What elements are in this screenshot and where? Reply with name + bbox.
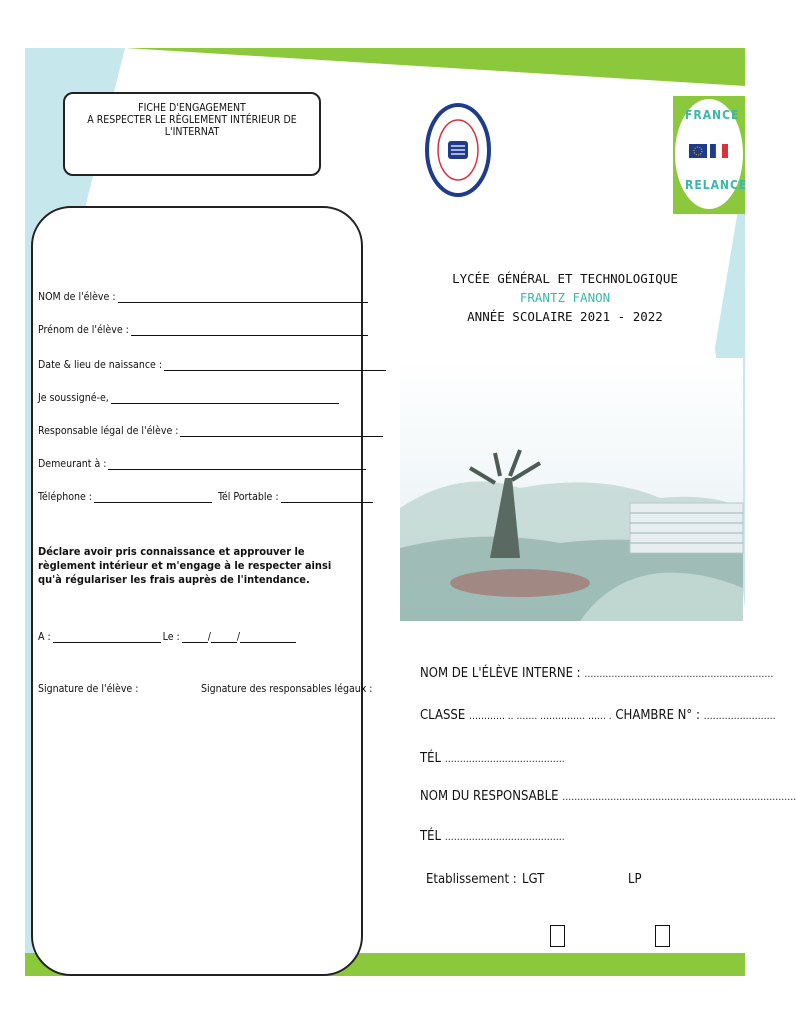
classe-label: CLASSE xyxy=(420,708,466,723)
tel1-dots[interactable]: …………………………………. xyxy=(444,754,565,765)
field-le-label: Le : xyxy=(162,631,180,643)
field-a-line[interactable] xyxy=(53,632,161,643)
field-soussigne-label: Je soussigné-e, xyxy=(38,392,109,404)
tel1-label: TÉL xyxy=(420,751,442,766)
field-telephone-label: Téléphone : xyxy=(38,491,92,503)
classe-dots[interactable]: ………… .. ……. …………… …… . xyxy=(468,711,612,722)
field-date-lieu[interactable] xyxy=(38,359,386,371)
field-day-line[interactable] xyxy=(182,632,208,643)
tel2-label: TÉL xyxy=(420,829,442,844)
school-photo xyxy=(400,358,743,621)
nom-interne-label: NOM DE L'ÉLÈVE INTERNE : xyxy=(420,666,581,681)
field-tel-portable-label: Tél Portable : xyxy=(218,491,279,503)
row-classe[interactable] xyxy=(420,708,776,723)
field-demeurant-line[interactable] xyxy=(108,459,366,470)
date-sep-1: / xyxy=(207,631,211,643)
school-line3: ANNÉE SCOLAIRE 2021 - 2022 xyxy=(467,309,663,324)
school-line2: FRANTZ FANON xyxy=(519,290,611,305)
lgt-checkbox[interactable] xyxy=(550,925,565,947)
title-line2: A RESPECTER LE RÈGLEMENT INTÉRIEUR DE L'INTERNAT xyxy=(87,114,297,138)
chambre-dots[interactable]: …………………… xyxy=(703,711,776,722)
field-lieu-date[interactable] xyxy=(38,631,296,643)
france-relance-bottom: RELANCE xyxy=(685,178,748,192)
field-a-label: A : xyxy=(38,631,51,643)
title-line1: FICHE D'ENGAGEMENT xyxy=(138,102,246,114)
tel2-dots[interactable]: …………………………………. xyxy=(444,832,565,843)
field-date-lieu-line[interactable] xyxy=(164,360,386,371)
school-name-block xyxy=(415,269,715,326)
field-prenom-label: Prénom de l'élève : xyxy=(38,324,129,336)
field-responsable-line[interactable] xyxy=(180,426,383,437)
field-prenom-line[interactable] xyxy=(131,325,368,336)
row-nom-resp[interactable] xyxy=(420,789,796,804)
academy-seal-logo xyxy=(425,103,491,198)
field-soussigne-line[interactable] xyxy=(111,393,339,404)
row-nom-interne[interactable] xyxy=(420,666,773,681)
lp-label: LP xyxy=(628,872,642,887)
declaration-text: Déclare avoir pris connaissance et approuver le règlement intérieur et m'engage à le respecter ainsi qu'à régulariser les frais auprès de l'intendance. xyxy=(38,545,332,586)
field-tel-portable-line[interactable] xyxy=(281,492,373,503)
form-box xyxy=(31,206,363,976)
nom-interne-dots[interactable]: ……………………………………………………… xyxy=(584,669,774,680)
nom-resp-dots[interactable]: …………………………………………………………………… xyxy=(562,792,796,803)
field-demeurant-label: Demeurant à : xyxy=(38,458,107,470)
chambre-label: CHAMBRE N° : xyxy=(615,708,700,723)
lp-checkbox[interactable] xyxy=(655,925,670,947)
field-date-lieu-label: Date & lieu de naissance : xyxy=(38,359,163,371)
field-month-line[interactable] xyxy=(211,632,237,643)
row-tel1[interactable] xyxy=(420,751,565,766)
date-sep-2: / xyxy=(236,631,241,643)
field-nom[interactable] xyxy=(38,291,368,303)
field-demeurant[interactable] xyxy=(38,458,366,470)
lgt-label: LGT xyxy=(522,872,545,887)
field-year-line[interactable] xyxy=(240,632,296,643)
school-line1: LYCÉE GÉNÉRAL ET TECHNOLOGIQUE xyxy=(452,271,678,286)
etablissement-label: Etablissement : xyxy=(426,872,517,887)
title-box xyxy=(63,92,321,176)
field-responsable[interactable] xyxy=(38,425,383,437)
field-responsable-label: Responsable légal de l'élève : xyxy=(38,425,179,437)
france-relance-top: FRANCE xyxy=(685,108,740,122)
field-soussigne[interactable] xyxy=(38,392,339,404)
field-prenom[interactable] xyxy=(38,324,368,336)
document-page xyxy=(25,48,796,976)
signature-eleve-label: Signature de l'élève : xyxy=(38,683,139,695)
field-nom-label: NOM de l'élève : xyxy=(38,291,116,303)
signature-resp-label: Signature des responsables légaux : xyxy=(201,683,373,695)
field-nom-line[interactable] xyxy=(118,292,368,303)
field-telephone-line[interactable] xyxy=(94,492,212,503)
nom-resp-label: NOM DU RESPONSABLE xyxy=(420,789,559,804)
field-telephone[interactable] xyxy=(38,491,373,503)
row-tel2[interactable] xyxy=(420,829,565,844)
